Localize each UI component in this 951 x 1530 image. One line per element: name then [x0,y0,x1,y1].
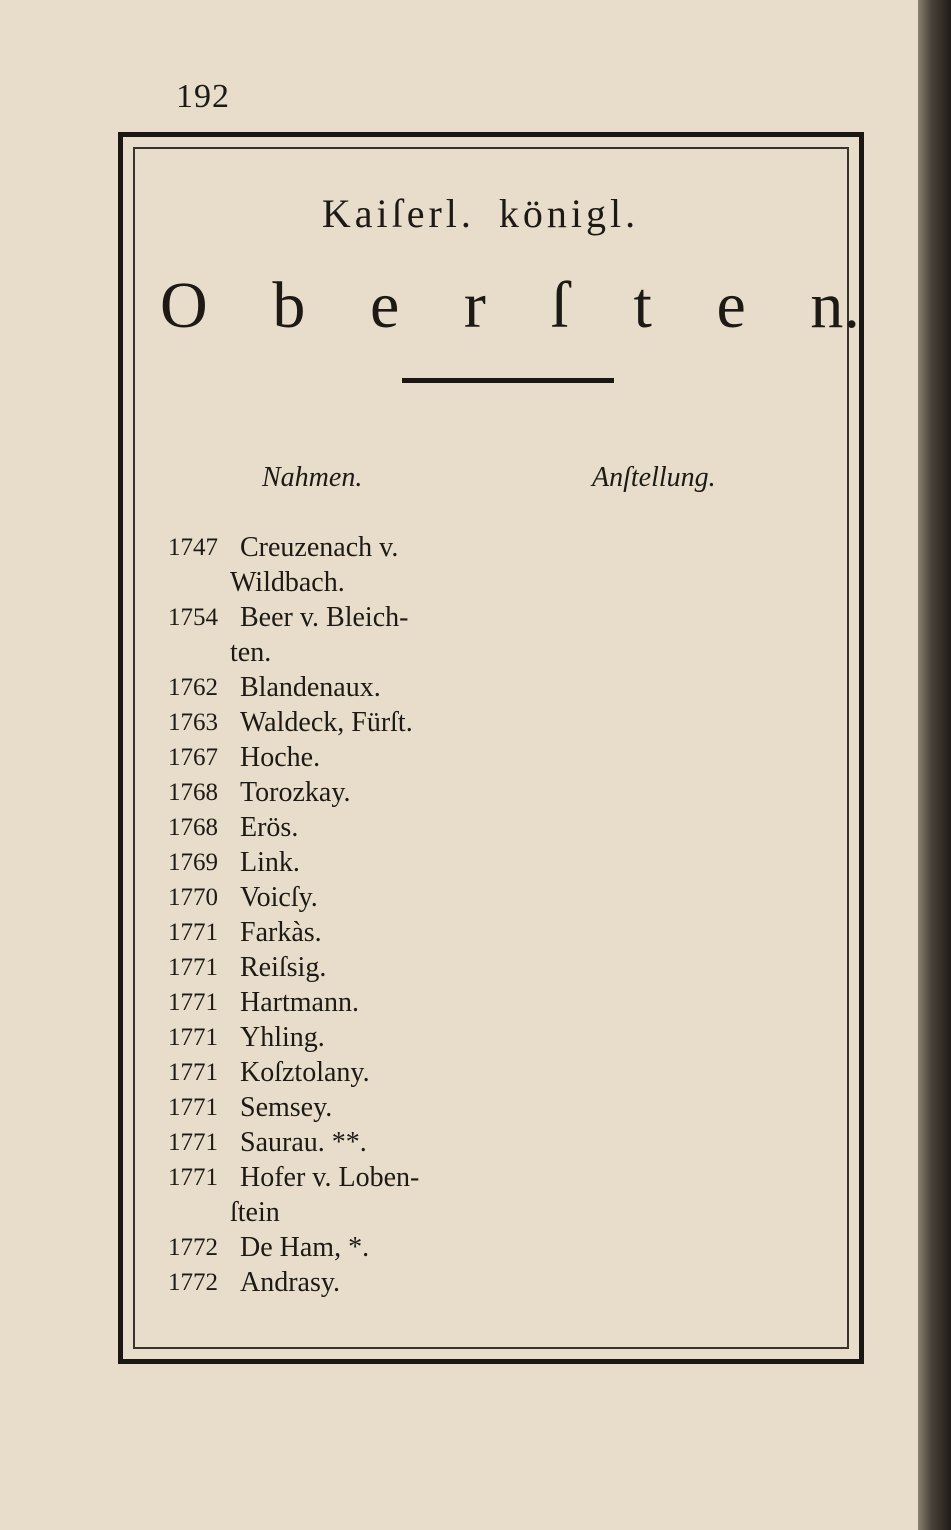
entry-year: 1772 [168,1269,218,1296]
entry-year: 1769 [168,849,218,876]
entry-name: Link. [240,847,300,878]
entry-name: Creuzenach v. [240,532,399,563]
entry-year: 1768 [168,779,218,806]
entry-name: Blandenaux. [240,672,381,703]
list-item [168,1160,419,1230]
entry-name: Hartmann. [240,987,359,1018]
title-letter: n. [810,269,860,342]
entry-year: 1771 [168,1094,218,1121]
entry-year: 1771 [168,1164,218,1191]
title-letter: r [463,269,486,342]
list-item [168,775,419,810]
title-rule [402,378,614,383]
title-letter: e [369,269,400,342]
entry-year: 1747 [168,534,218,561]
title-letter: ſ [550,269,569,342]
entry-year: 1767 [168,744,218,771]
entry-name: Semsey. [240,1092,333,1123]
list-item [168,845,419,880]
entry-name: Beer v. Bleich- [240,602,409,633]
column-header-posting: Anſtellung. [592,462,716,493]
list-item [168,880,419,915]
entry-name: Reiſsig. [240,952,327,983]
list-item [168,1055,419,1090]
title-letter: O [160,269,208,342]
entry-name: Hofer v. Loben- [240,1162,420,1193]
list-item [168,810,419,845]
entry-name-continuation: ſtein [230,1197,280,1228]
entry-name: Yhling. [240,1022,325,1053]
entry-year: 1772 [168,1234,218,1261]
entry-name: Koſztolany. [240,1057,370,1088]
entry-name: De Ham, *. [240,1232,370,1263]
entry-year: 1762 [168,674,218,701]
entry-name-continuation: ten. [230,637,272,668]
book-edge [918,0,951,1530]
list-item [168,1090,419,1125]
entry-name: Erös. [240,812,299,843]
heading-word-1: Kaiſerl. [321,191,475,236]
list-item [168,950,419,985]
list-item [168,670,419,705]
entry-name: Torozkay. [240,777,351,808]
heading-subtitle [0,190,951,237]
list-item [168,1125,419,1160]
entry-name: Andrasy. [240,1267,341,1298]
title-letter: t [633,269,652,342]
entry-name: Waldeck, Fürſt. [240,707,413,738]
column-header-names: Nahmen. [262,462,363,493]
entry-year: 1754 [168,604,218,631]
entry-name-continuation: Wildbach. [230,567,345,598]
entry-year: 1771 [168,954,218,981]
entry-name: Saurau. **. [240,1127,367,1158]
page-number: 192 [176,78,230,115]
page-title [160,268,860,344]
list-item [168,1020,419,1055]
list-item [168,985,419,1020]
entry-year: 1771 [168,919,218,946]
entry-year: 1768 [168,814,218,841]
title-letter: b [272,269,306,342]
entry-year: 1771 [168,1059,218,1086]
list-item [168,530,419,600]
entry-year: 1771 [168,989,218,1016]
entry-name: Hoche. [240,742,321,773]
list-item [168,705,419,740]
list-item [168,600,419,670]
entry-name: Farkàs. [240,917,322,948]
list-item [168,915,419,950]
list-item [168,1230,419,1265]
title-letter: e [716,269,746,342]
list-item [168,1265,419,1300]
entry-year: 1771 [168,1129,218,1156]
heading-word-2: königl. [498,191,640,236]
entry-year: 1763 [168,709,218,736]
entry-name: Voicſy. [240,882,318,913]
list-item [168,740,419,775]
entry-year: 1770 [168,884,218,911]
officer-list [168,530,419,1300]
entry-year: 1771 [168,1024,218,1051]
